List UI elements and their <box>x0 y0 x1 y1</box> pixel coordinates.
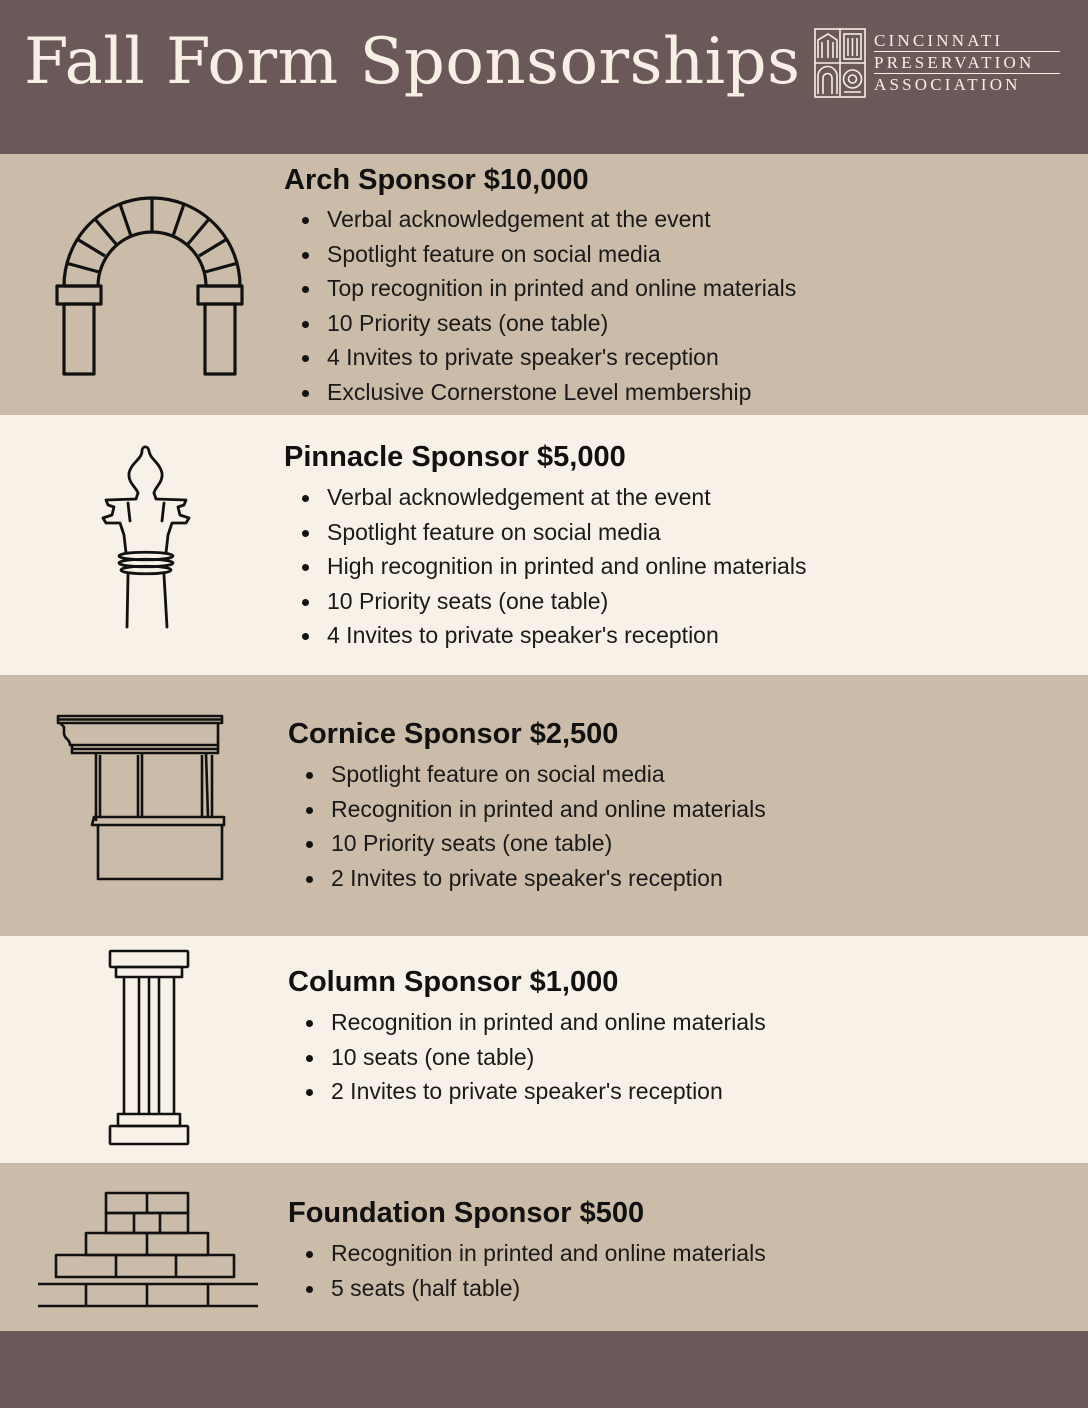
tier-title: Cornice Sponsor $2,500 <box>288 718 619 750</box>
benefit-item: Verbal acknowledgement at the event <box>285 202 796 237</box>
benefit-item: Top recognition in printed and online materials <box>285 271 796 306</box>
cincinnati-preservation-logo <box>814 28 1064 102</box>
benefit-list <box>289 757 766 895</box>
benefit-item: Spotlight feature on social media <box>289 757 766 792</box>
tier-column <box>0 936 1088 1163</box>
benefit-list <box>289 1236 766 1305</box>
benefit-item: Recognition in printed and online materials <box>289 1236 766 1271</box>
benefit-list <box>285 480 806 653</box>
benefit-item: 4 Invites to private speaker's reception <box>285 618 806 653</box>
benefit-item: Spotlight feature on social media <box>285 237 796 272</box>
tier-title: Pinnacle Sponsor $5,000 <box>284 441 626 473</box>
tier-pinnacle <box>0 415 1088 675</box>
tier-arch <box>0 154 1088 415</box>
benefit-item: 4 Invites to private speaker's reception <box>285 340 796 375</box>
pinnacle-icon <box>98 443 198 633</box>
logo-text-line: CINCINNATI <box>874 30 1060 52</box>
benefit-list <box>285 202 796 410</box>
logo-text-line: PRESERVATION <box>874 52 1060 74</box>
benefit-item: 2 Invites to private speaker's reception <box>289 1074 766 1109</box>
benefit-item: Exclusive Cornerstone Level membership <box>285 375 796 410</box>
benefit-item: Recognition in printed and online materials <box>289 1005 766 1040</box>
tier-title: Foundation Sponsor $500 <box>288 1197 645 1229</box>
arch-icon <box>52 190 252 380</box>
logo-text-line: ASSOCIATION <box>874 75 1021 94</box>
tier-foundation <box>0 1163 1088 1331</box>
benefit-item: 10 Priority seats (one table) <box>289 826 766 861</box>
benefit-item: Verbal acknowledgement at the event <box>285 480 806 515</box>
logo-building-icon <box>814 28 866 98</box>
benefit-item: Recognition in printed and online materials <box>289 792 766 827</box>
tier-title: Arch Sponsor $10,000 <box>284 164 589 196</box>
brick-foundation-icon <box>36 1189 260 1309</box>
benefit-item: 10 seats (one table) <box>289 1040 766 1075</box>
benefit-list <box>289 1005 766 1109</box>
benefit-item: 10 Priority seats (one table) <box>285 584 806 619</box>
benefit-item: 10 Priority seats (one table) <box>285 306 796 341</box>
cornice-icon <box>56 713 226 883</box>
benefit-item: 5 seats (half table) <box>289 1271 766 1306</box>
page-header <box>0 0 1088 154</box>
benefit-item: Spotlight feature on social media <box>285 515 806 550</box>
column-icon <box>108 948 190 1148</box>
benefit-item: 2 Invites to private speaker's reception <box>289 861 766 896</box>
benefit-item: High recognition in printed and online materials <box>285 549 806 584</box>
page-footer <box>0 1331 1088 1408</box>
tier-title: Column Sponsor $1,000 <box>288 966 619 998</box>
page-title: Fall Form Sponsorships <box>24 25 801 99</box>
tier-cornice <box>0 675 1088 936</box>
